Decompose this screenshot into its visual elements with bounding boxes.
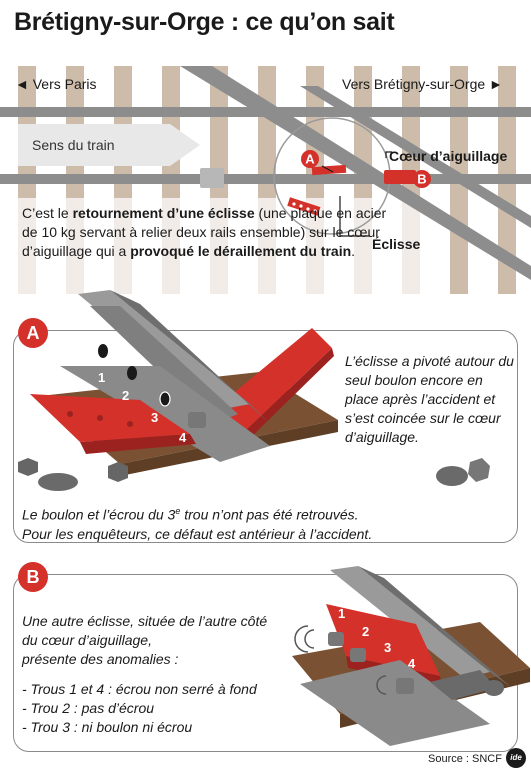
marker-a-label: A [305, 151, 315, 167]
bolt-icon [328, 632, 344, 646]
coeur-aiguillage-label: Cœur d’aiguillage [389, 148, 508, 164]
panel-b-hole-4: 4 [408, 656, 416, 671]
loose-nut-icon [18, 458, 38, 476]
loose-nut-icon [108, 462, 128, 482]
panel-b-hole-2: 2 [362, 624, 370, 639]
page-title: Brétigny-sur-Orge : ce qu’on sait [14, 8, 395, 36]
eclisse-label: Éclisse [372, 236, 421, 252]
loose-bolt-icon [38, 473, 78, 491]
train-direction-label: Sens du train [32, 137, 115, 153]
panel-a-badge: A [18, 318, 48, 348]
panel-a-hole-3: 3 [151, 410, 159, 425]
ide-logo: ide [506, 748, 526, 768]
panel-a-note: Le boulon et l’écrou du 3e trou n’ont pas été retrouvés. Pour les enquêteurs, ce défaut est antérieur à l’accident. [22, 506, 373, 542]
anomaly-item: - Trou 3 : ni boulon ni écrou [22, 719, 193, 735]
source-credit: Source : SNCF [428, 753, 502, 765]
panel-a-hole-4: 4 [179, 430, 187, 445]
anomaly-item: - Trou 2 : pas d’écrou [22, 700, 155, 716]
panel-a-hole-2: 2 [122, 388, 130, 403]
panel-b-text: Une autre éclisse, située de l’autre côté du cœur d’aiguillage, présente des anomalies : - Trous 1 et 4 : écrou non serré à fond - Trou 2 : pas d’écrou - Trou 3 : ni boulon ni écrou [22, 612, 292, 737]
direction-left: ◄ Vers Paris [15, 76, 97, 92]
direction-right: Vers Brétigny-sur-Orge ► [342, 76, 503, 92]
bolt-icon [396, 678, 414, 694]
anomaly-item: - Trous 1 et 4 : écrou non serré à fond [22, 681, 257, 697]
marker-b-label: B [417, 171, 427, 187]
track-illustration [0, 66, 531, 298]
loose-bolt-icon [436, 466, 468, 486]
panel-a-hole-1: 1 [98, 370, 106, 385]
panel-a-description: L’éclisse a pivoté autour du seul boulon encore en place après l’accident et s’est coincée sur le cœur d’aiguillage. [345, 353, 514, 445]
panel-b-hole-3: 3 [384, 640, 392, 655]
panel-b-illustration [280, 564, 531, 750]
track-diagram [0, 66, 531, 298]
panel-b-hole-1: 1 [338, 606, 346, 621]
explanation-text: C’est le retournement d’une éclisse (une plaque en acier de 10 kg servant à relier deux rails ensemble) sur le cœur d’aiguillage qui a provoqué le déraillement du train. [22, 205, 387, 259]
panel-b-badge: B [18, 562, 48, 592]
bolt-icon [350, 648, 366, 662]
